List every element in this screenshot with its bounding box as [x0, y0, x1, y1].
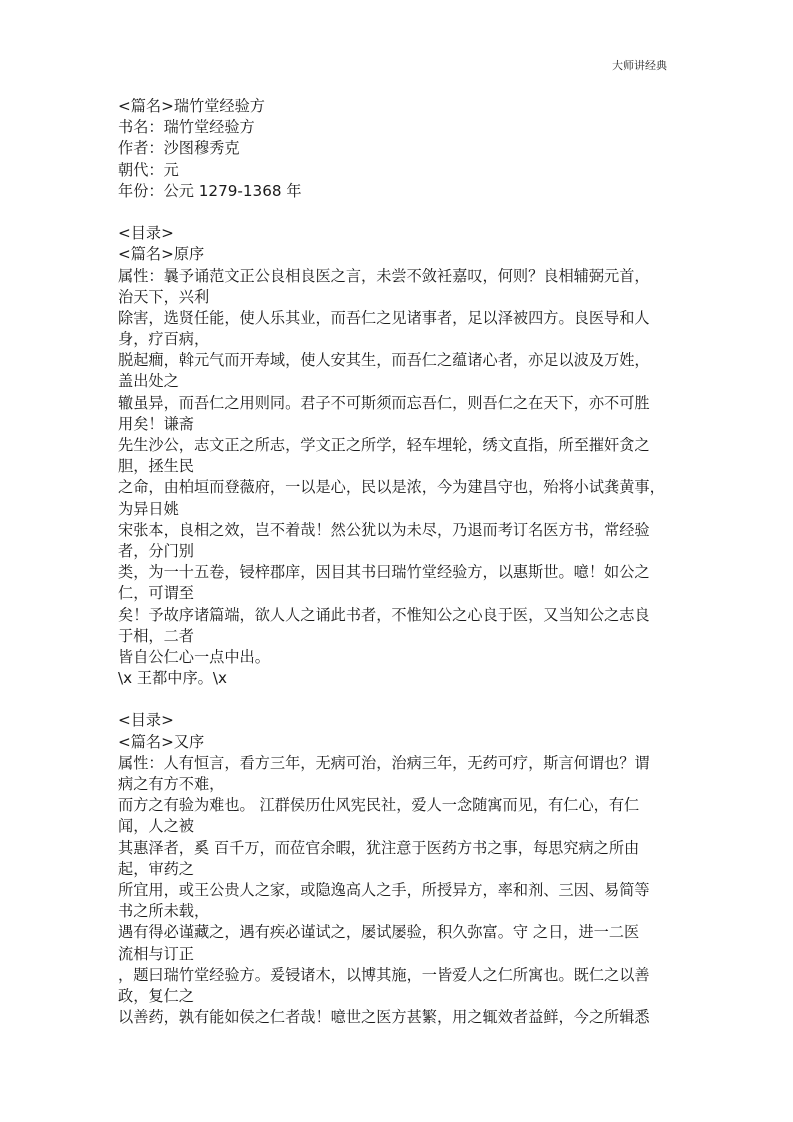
section-preface [118, 223, 688, 689]
text-line: 者，分门别 [118, 541, 194, 560]
chapter-heading: <篇名>又序 [118, 732, 205, 751]
text-line: 身，疗百病， [118, 330, 210, 349]
text-line: 类，为一十五卷，锓梓郡庠，因目其书曰瑞竹堂经验方，以惠斯世。噫！如公之 [118, 563, 650, 582]
text-line: 为异日姚 [118, 499, 179, 518]
text-line: 用矣！谦斋 [118, 414, 194, 433]
text-line: 其惠泽者，奚 百千万，而莅官余暇，犹注意于医药方书之事，每思究病之所由 [118, 838, 640, 857]
text-line: \x 王都中序。\x [118, 669, 227, 688]
spacer [118, 202, 688, 223]
spacer [118, 689, 688, 710]
text-line: 脱起癎，斡元气而开寿域，使人安其生，而吾仁之蕴诸心者，亦足以波及万姓， [118, 351, 650, 370]
page-header-site-name: 大师讲经典 [612, 59, 667, 72]
text-line: 先生沙公，志文正之所志，学文正之所学，轻车埋轮，绣文直指，所至摧奸贪之 [118, 436, 650, 454]
document-body [118, 96, 688, 1028]
text-line: 属性：人有恒言，看方三年，无病可治，治病三年，无药可疗，斯言何谓也？谓 [118, 753, 650, 772]
text-line: 起，审药之 [118, 859, 194, 878]
text-line: 闻，人之被 [118, 817, 194, 836]
text-line: 所宜用，或王公贵人之家，或隐逸高人之手，所授异方，率和剂、三因、易简等 [118, 880, 650, 899]
text-line: 辙虽异，而吾仁之用则同。君子不可斯须而忘吾仁，则吾仁之在天下，亦不可胜 [118, 393, 650, 412]
text-line: 遇有得必谨藏之，遇有疾必谨试之，屡试屡验，积久弥富。守 之日，进一二医 [118, 923, 640, 942]
text-line: 流相与订正 [118, 944, 194, 963]
text-line: 宋张本，良相之效，岂不着哉！然公犹以为未尽，乃退而考订名医方书，常经验 [118, 520, 650, 539]
text-line: 以善药，孰有能如侯之仁者哉！噫世之医方甚繁，用之辄效者益鲜，今之所辑悉 [118, 1008, 650, 1027]
text-line: 政，复仁之 [118, 986, 194, 1005]
chapter-title: <篇名>瑞竹堂经验方 [118, 97, 265, 115]
dynasty: 朝代：元 [118, 160, 179, 179]
toc-marker: <目录> [118, 224, 174, 243]
text-line: ，题曰瑞竹堂经验方。爰锓诸木，以博其施，一皆爱人之仁所寓也。既仁之以善 [118, 965, 650, 984]
author: 作者：沙图穆秀克 [118, 139, 240, 158]
text-line: 治天下，兴利 [118, 287, 210, 306]
years: 年份：公元 1279-1368 年 [118, 181, 302, 200]
text-line: 病之有方不难， [118, 775, 225, 793]
text-line: 书之所未载， [118, 902, 210, 921]
section-second-preface [118, 710, 688, 1028]
text-line: 盖出处之 [118, 372, 179, 391]
text-line: 胆，拯生民 [118, 457, 194, 476]
text-line: 除害，选贤任能，使人乐其业，而吾仁之见诸事者，足以泽被四方。良医导和人 [118, 308, 650, 327]
text-line: 仁，可谓至 [118, 584, 194, 603]
text-line: 皆自公仁心一点中出。 [118, 647, 270, 666]
text-line: 而方之有验为难也。 江群侯历仕风宪民社，爱人一念随寓而见，有仁心，有仁 [118, 796, 640, 815]
text-line: 矣！予故序诸篇端，欲人人之诵此书者，不惟知公之心良于医，又当知公之志良 [118, 605, 650, 624]
text-line: 属性：曩予诵范文正公良相良医之言，未尝不敛衽嘉叹，何则？良相辅弼元首， [118, 266, 650, 285]
book-name: 书名：瑞竹堂经验方 [118, 118, 255, 137]
text-line: 之命，由柏垣而登薇府，一以是心，民以是浓，今为建昌守也，殆将小试龚黄事， [118, 478, 665, 497]
text-line: 于相，二者 [118, 626, 194, 645]
chapter-heading: <篇名>原序 [118, 245, 205, 264]
toc-marker: <目录> [118, 711, 174, 730]
